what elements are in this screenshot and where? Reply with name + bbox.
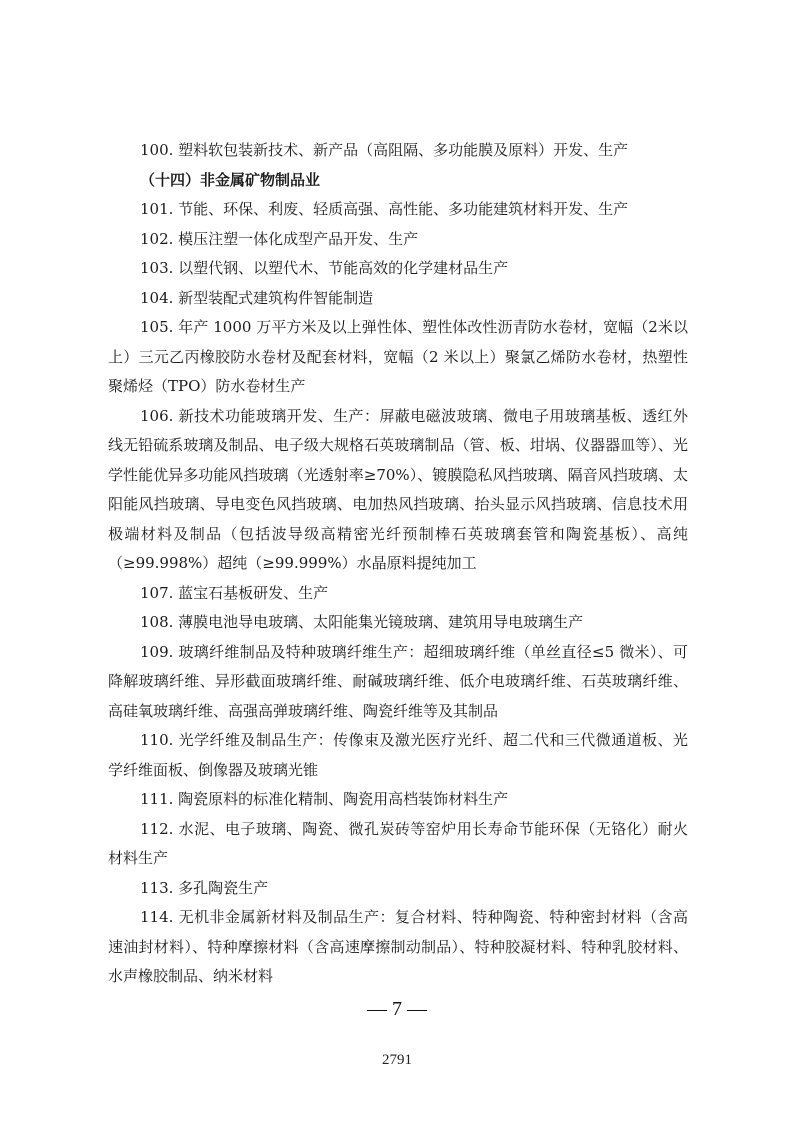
list-item: 111. 陶瓷原料的标准化精制、陶瓷用高档装饰材料生产 [140,790,509,808]
list-item: 114. 无机非金属新材料及制品生产：复合材料、特种陶瓷、特种密封材料（含高速油封材料）、特种摩擦材料（含高速摩擦制动制品）、特种胶凝材料、特种乳胶材料、水声橡胶制品、纳米材料 [108,908,688,985]
list-item: 101. 节能、环保、利废、轻质高强、高性能、多功能建筑材料开发、生产 [140,200,629,218]
list-item: 110. 光学纤维及制品生产：传像束及激光医疗光纤、超二代和三代微通道板、光学纤维面板、倒像器及玻璃光锥 [108,731,688,779]
footer-number: 2791 [382,1052,412,1068]
section-heading: （十四）非金属矿物制品业 [140,170,321,189]
list-item: 103. 以塑代钢、以塑代木、节能高效的化学建材品生产 [140,259,509,277]
list-item: 100. 塑料软包装新技术、新产品（高阻隔、多功能膜及原料）开发、生产 [140,141,629,159]
list-item: 107. 蓝宝石基板研发、生产 [140,583,329,602]
list-item: 109. 玻璃纤维制品及特种玻璃纤维生产：超细玻璃纤维（单丝直径≤5 微米）、可降解玻璃纤维、异形截面玻璃纤维、耐碱玻璃纤维、低介电玻璃纤维、石英玻璃纤维、高硅氧玻璃纤维、高强高弹玻璃纤维、陶瓷纤维等及其制品 [108,642,688,720]
list-item: 108. 薄膜电池导电玻璃、太阳能集光镜玻璃、建筑用导电玻璃生产 [140,613,584,631]
list-item: 105. 年产 1000 万平方米及以上弹性体、塑性体改性沥青防水卷材，宽幅（2米以上）三元乙丙橡胶防水卷材及配套材料，宽幅（2 米以上）聚氯乙烯防水卷材，热塑性聚烯烃（TPO）防水卷材生产 [108,318,688,395]
list-item: 112. 水泥、电子玻璃、陶瓷、微孔炭砖等窑炉用长寿命节能环保（无铬化）耐火材料生产 [108,819,688,867]
page-number: — 7 — [367,998,427,1020]
list-item: 102. 模压注塑一体化成型产品开发、生产 [140,229,419,248]
list-item: 104. 新型装配式建筑构件智能制造 [140,288,374,307]
list-item: 113. 多孔陶瓷生产 [140,878,269,897]
document-body [108,136,688,992]
list-item: 106. 新技术功能玻璃开发、生产：屏蔽电磁波玻璃、微电子用玻璃基板、透红外线无铅硫系玻璃及制品、电子级大规格石英玻璃制品（管、板、坩埚、仪器器皿等）、光学性能优异多功能风挡玻璃（光透射率≥70%）、镀膜隐私风挡玻璃、隔音风挡玻璃、太阳能风挡玻璃、导电变色风挡玻璃、电加热风挡玻璃、抬头显示风挡玻璃、信息技术用极端材料及制品（包括波导级高精密光纤预制棒石英玻璃套管和陶瓷基板）、高纯（≥99.998%）超纯（≥99.999%）水晶原料提纯加工 [108,406,688,572]
